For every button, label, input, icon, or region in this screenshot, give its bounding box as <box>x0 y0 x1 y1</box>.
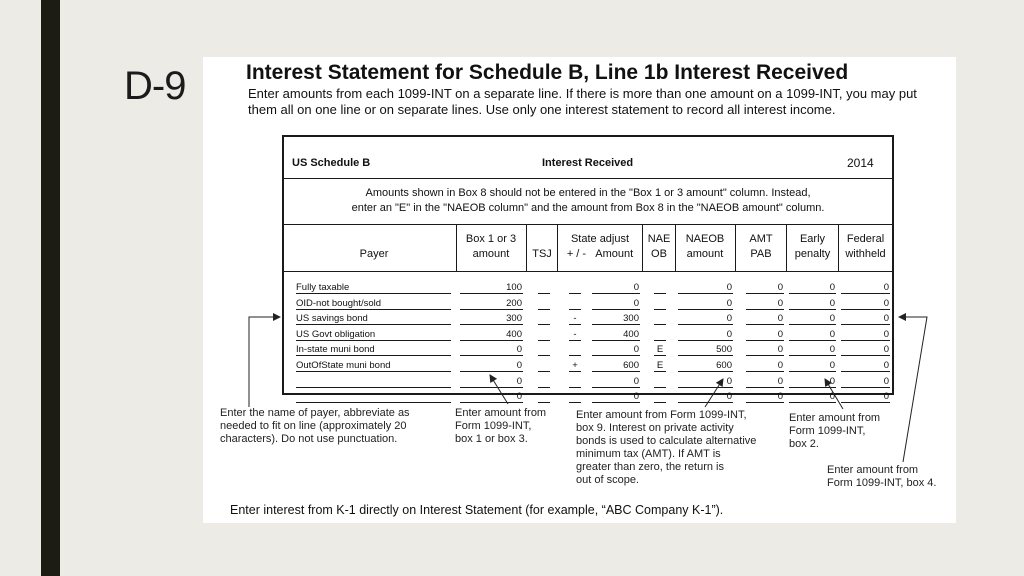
amt-pab-cell: 0 <box>746 298 784 310</box>
arrow-box2 <box>825 379 843 409</box>
column-header-text: Early <box>799 233 826 245</box>
annotation-line: minimum tax (AMT). If AMT is <box>576 448 721 460</box>
annotation-line: out of scope. <box>576 474 639 486</box>
early-penalty-cell: 0 <box>789 360 836 372</box>
column-header-text: State adjust <box>570 233 630 245</box>
annotation-line: Enter amount from <box>789 412 881 424</box>
sign-cell: - <box>569 329 581 341</box>
naeob-cell: E <box>654 344 666 356</box>
column-header-sign: + / - <box>566 248 587 260</box>
early-penalty-cell: 0 <box>789 282 836 294</box>
naeob-amount-cell: 0 <box>678 391 733 403</box>
early-penalty-cell: 0 <box>789 391 836 403</box>
naeob-amount-cell: 0 <box>678 329 733 341</box>
amt-pab-cell: 0 <box>746 282 784 294</box>
annotation-line: Enter amount from <box>455 407 547 419</box>
column-header-text: OB <box>651 248 667 260</box>
form-header-left: US Schedule B <box>292 157 371 169</box>
form-note-line-2: enter an "E" in the "NAEOB column" and the amount from Box 8 in the "NAEOB amount" column. <box>351 202 825 214</box>
column-header-text: amount <box>472 248 510 260</box>
amt-pab-cell: 0 <box>746 329 784 341</box>
amt-pab-cell: 0 <box>746 376 784 388</box>
payer-cell: OutOfState muni bond <box>296 360 451 372</box>
state-amount-cell: 0 <box>592 376 640 388</box>
document-footer: Enter interest from K-1 directly on Interest Statement (for example, “ABC Company K-1”). <box>230 503 724 517</box>
column-header-text: Federal <box>846 233 885 245</box>
amt-pab-cell: 0 <box>746 344 784 356</box>
state-amount-cell: 0 <box>592 391 640 403</box>
arrow-box4 <box>899 317 927 462</box>
annotation-line: Enter amount from Form 1099-INT, <box>576 409 747 421</box>
annotation-line: box 9. Interest on private activity <box>576 422 734 434</box>
form-note-line-1: Amounts shown in Box 8 should not be entered in the "Box 1 or 3 amount" column. Instead, <box>365 187 811 199</box>
state-amount-cell: 400 <box>592 329 640 341</box>
state-amount-cell: 600 <box>592 360 640 372</box>
fed-withheld-cell: 0 <box>841 376 890 388</box>
state-amount-cell: 0 <box>592 298 640 310</box>
early-penalty-cell: 0 <box>789 376 836 388</box>
column-header-text: penalty <box>794 248 831 260</box>
document-title: Interest Statement for Schedule B, Line 1b Interest Received <box>246 61 849 84</box>
annotation-line: needed to fit on line (approximately 20 <box>220 420 407 432</box>
amt-pab-cell: 0 <box>746 360 784 372</box>
form-header-center: Interest Received <box>542 157 634 169</box>
column-header-text: Box 1 or 3 <box>465 233 517 245</box>
naeob-amount-cell: 0 <box>678 313 733 325</box>
annotation-line: Form 1099-INT, <box>455 420 532 432</box>
early-penalty-cell: 0 <box>789 298 836 310</box>
annotation-line: Form 1099-INT, box 4. <box>827 477 937 489</box>
payer-cell: US Govt obligation <box>296 329 451 341</box>
slide-label: D-9 <box>124 64 186 108</box>
column-header-payer: Payer <box>359 248 389 260</box>
fed-withheld-cell: 0 <box>841 329 890 341</box>
amount-cell: 100 <box>460 282 523 294</box>
naeob-amount-cell: 0 <box>678 298 733 310</box>
amount-cell: 0 <box>460 391 523 403</box>
fed-withheld-cell: 0 <box>841 298 890 310</box>
document-image <box>203 57 956 523</box>
payer-cell: US savings bond <box>296 313 451 325</box>
annotation-line: greater than zero, the return is <box>576 461 724 473</box>
amt-pab-cell: 0 <box>746 313 784 325</box>
annotation-line: Enter the name of payer, abbreviate as <box>220 407 410 419</box>
column-header-text: NAE <box>647 233 671 245</box>
column-header-text: withheld <box>845 248 886 260</box>
early-penalty-cell: 0 <box>789 344 836 356</box>
annotation-line: characters). Do not use punctuation. <box>220 433 398 445</box>
state-amount-cell: 300 <box>592 313 640 325</box>
arrow-box13 <box>490 375 508 404</box>
arrow-box9 <box>705 379 723 407</box>
naeob-cell: E <box>654 360 666 372</box>
payer-cell: OID-not bought/sold <box>296 298 451 310</box>
sign-cell: + <box>569 360 581 372</box>
fed-withheld-cell: 0 <box>841 282 890 294</box>
amount-cell: 300 <box>460 313 523 325</box>
payer-cell: In-state muni bond <box>296 344 451 356</box>
column-header-text: AMT <box>749 233 773 245</box>
annotation-line: bonds is used to calculate alternative <box>576 435 757 447</box>
annotation-line: Form 1099-INT, <box>789 425 866 437</box>
amount-cell: 0 <box>460 376 523 388</box>
amount-cell: 0 <box>460 360 523 372</box>
amount-cell: 400 <box>460 329 523 341</box>
state-amount-cell: 0 <box>592 344 640 356</box>
payer-cell: Fully taxable <box>296 282 451 294</box>
amount-cell: 200 <box>460 298 523 310</box>
annotation-line: Enter amount from <box>827 464 919 476</box>
sign-cell: - <box>569 313 581 325</box>
naeob-amount-cell: 0 <box>678 376 733 388</box>
document-intro: Enter amounts from each 1099-INT on a separate line. If there is more than one amount on a 1099-INT, you may put them all on one line or on separate lines. Use only one interest statement to record all interest income. <box>248 86 917 117</box>
naeob-amount-cell: 500 <box>678 344 733 356</box>
arrow-payer <box>249 317 280 407</box>
amt-pab-cell: 0 <box>746 391 784 403</box>
early-penalty-cell: 0 <box>789 313 836 325</box>
fed-withheld-cell: 0 <box>841 391 890 403</box>
annotation-arrows <box>203 57 956 523</box>
annotation-line: box 1 or box 3. <box>455 433 528 445</box>
fed-withheld-cell: 0 <box>841 313 890 325</box>
early-penalty-cell: 0 <box>789 329 836 341</box>
column-header-text: NAEOB <box>685 233 725 245</box>
amount-cell: 0 <box>460 344 523 356</box>
column-header-text: PAB <box>750 248 772 260</box>
form-year: 2014 <box>847 156 874 170</box>
naeob-amount-cell: 0 <box>678 282 733 294</box>
fed-withheld-cell: 0 <box>841 360 890 372</box>
state-amount-cell: 0 <box>592 282 640 294</box>
slide-accent-bar <box>41 0 60 576</box>
column-header-amount: Amount <box>595 248 634 260</box>
annotation-line: box 2. <box>789 438 819 450</box>
column-header-tsj: TSJ <box>532 248 552 260</box>
fed-withheld-cell: 0 <box>841 344 890 356</box>
column-header-text: amount <box>686 248 724 260</box>
naeob-amount-cell: 600 <box>678 360 733 372</box>
